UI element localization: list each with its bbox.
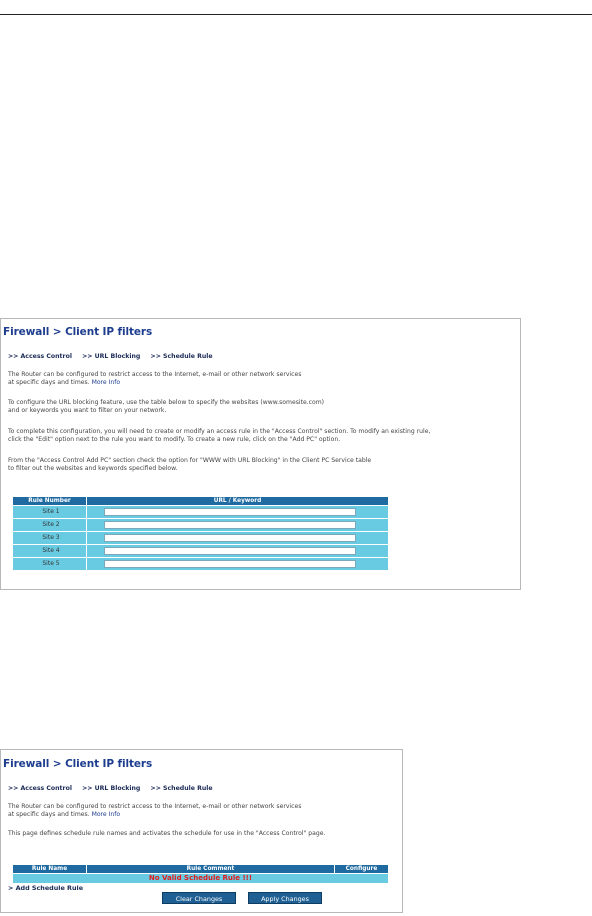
no-schedule-rule-message: No Valid Schedule Rule !!! <box>148 874 253 882</box>
nav-access-control[interactable]: >> Access Control <box>8 785 72 792</box>
intro-line-2: at specific days and times. More Info <box>8 379 121 386</box>
url-keyword-input-2[interactable] <box>104 521 356 529</box>
site-label: Site 3 <box>42 534 60 541</box>
nav-url-blocking[interactable]: >> URL Blocking <box>82 785 141 792</box>
clear-changes-button[interactable]: Clear Changes <box>162 892 236 904</box>
config-text <box>8 399 324 415</box>
url-keyword-input-4[interactable] <box>104 547 356 555</box>
header-rule-name: Rule Name <box>13 865 86 873</box>
from-text <box>8 457 371 473</box>
site-label: Site 1 <box>42 508 60 515</box>
intro-line-2: at specific days and times. More Info <box>8 811 121 818</box>
table-row <box>13 532 388 544</box>
url-keyword-input-5[interactable] <box>104 560 356 568</box>
intro-line-1: The Router can be configured to restrict access to the Internet, e-mail or other network services <box>8 803 302 810</box>
config-line-2: and or keywords you want to filter on your network. <box>8 407 167 414</box>
nav-schedule-rule[interactable]: >> Schedule Rule <box>150 353 213 360</box>
site-label: Site 5 <box>42 560 60 567</box>
more-info-link[interactable]: More Info <box>91 811 121 818</box>
complete-line-1: To complete this configuration, you will need to create or modify an access rule in the "Access Control" section. To modify an existing rule, <box>8 428 431 435</box>
apply-changes-button[interactable]: Apply Changes <box>248 892 322 904</box>
intro-line-1: The Router can be configured to restrict access to the Internet, e-mail or other network services <box>8 371 302 378</box>
site-label: Site 2 <box>42 521 60 528</box>
nav-url-blocking[interactable]: >> URL Blocking <box>82 353 141 360</box>
intro-text <box>8 371 301 387</box>
complete-line-2: click the "Edit" option next to the rule you want to modify. To create a new rule, click on the "Add PC" option. <box>8 436 341 443</box>
defines-text: This page defines schedule rule names and activates the schedule for use in the "Access Control" page. <box>8 830 326 837</box>
complete-text <box>8 428 430 444</box>
page-top-rule <box>0 14 592 15</box>
page-title: Firewall > Client IP filters <box>3 758 153 770</box>
table-row <box>13 558 388 570</box>
header-rule-number: Rule Number <box>13 497 86 505</box>
table-row <box>13 519 388 531</box>
add-schedule-rule-link[interactable]: > Add Schedule Rule <box>8 884 84 892</box>
header-rule-comment: Rule Comment <box>87 865 334 873</box>
column-divider <box>86 506 87 570</box>
from-line-2: to filter out the websites and keywords specified below. <box>8 465 178 472</box>
nav-links <box>8 353 221 360</box>
url-keyword-input-3[interactable] <box>104 534 356 542</box>
url-blocking-panel <box>0 318 521 590</box>
intro-text <box>8 803 301 819</box>
site-label: Site 4 <box>42 547 60 554</box>
nav-links <box>8 785 221 792</box>
nav-access-control[interactable]: >> Access Control <box>8 353 72 360</box>
config-line-1: To configure the URL blocking feature, use the table below to specify the websites (www.somesite.com) <box>8 399 325 406</box>
table-row <box>13 545 388 557</box>
schedule-rule-panel <box>0 749 403 913</box>
url-keyword-input-1[interactable] <box>104 508 356 516</box>
more-info-link[interactable]: More Info <box>91 379 121 386</box>
page-title: Firewall > Client IP filters <box>3 326 153 338</box>
nav-schedule-rule[interactable]: >> Schedule Rule <box>150 785 213 792</box>
table-row <box>13 506 388 518</box>
header-url-keyword: URL / Keyword <box>87 497 388 505</box>
header-configure: Configure <box>335 865 388 873</box>
from-line-1: From the "Access Control Add PC" section check the option for "WWW with URL Blocking" in the Client PC Service table <box>8 457 372 464</box>
